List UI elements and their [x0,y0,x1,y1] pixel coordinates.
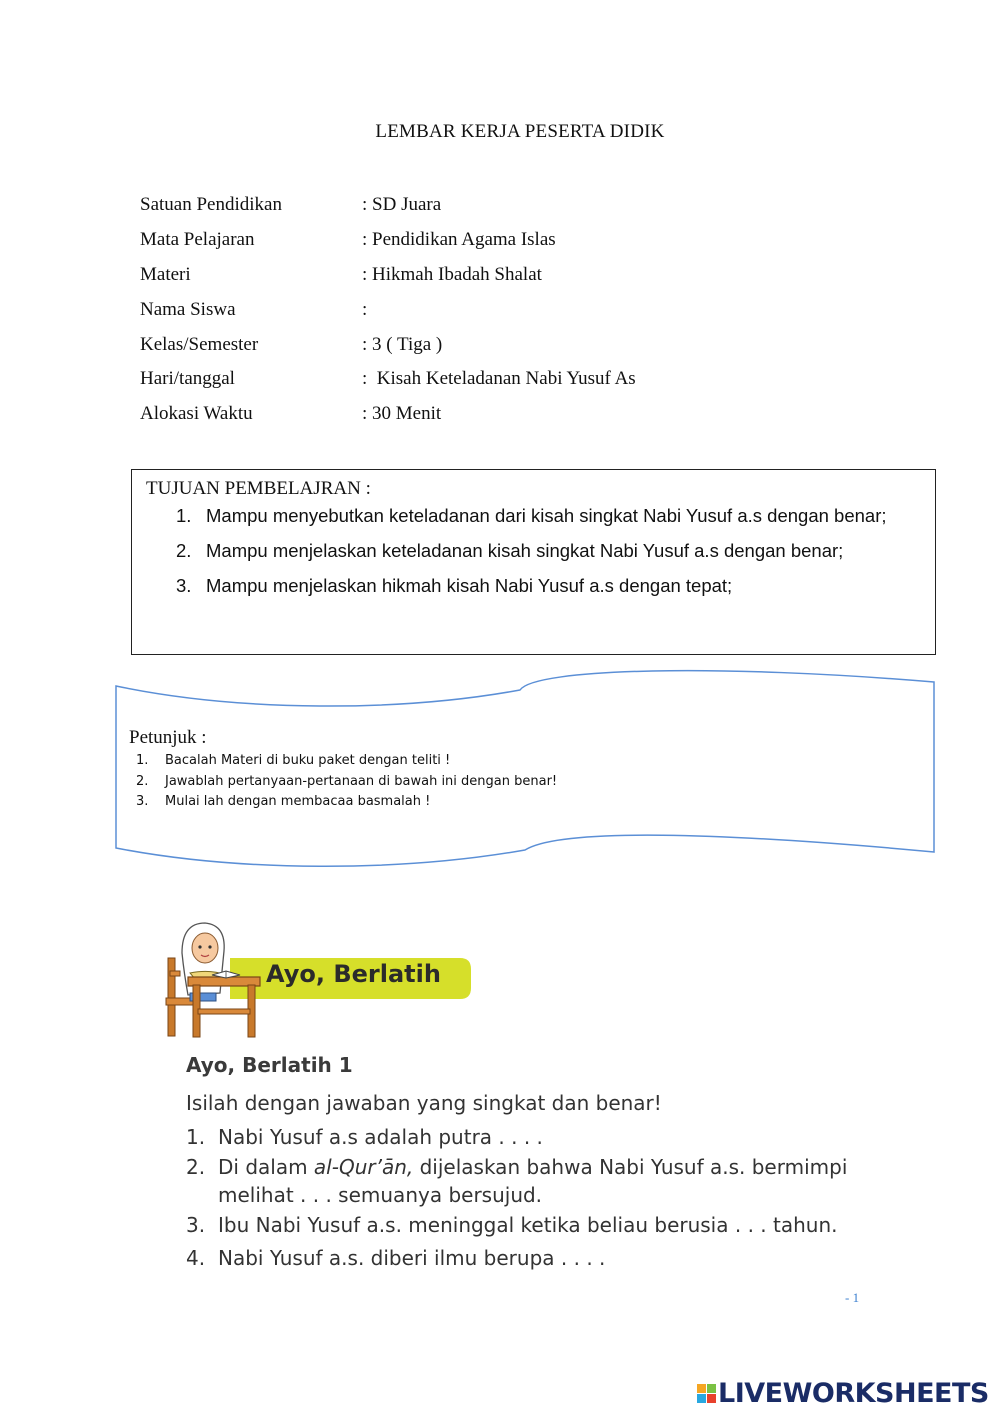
question-item [186,1211,856,1240]
question-text: Nabi Yusuf a.s. diberi ilmu berupa . . . . [218,1246,606,1270]
page-mark: - 1 [845,1290,860,1305]
list-item [136,751,557,772]
list-item [136,772,557,793]
logo-square [697,1384,706,1393]
question-text: Ibu Nabi Yusuf a.s. meninggal ketika beliau berusia . . . tahun. [218,1212,838,1237]
question-number: 1. [186,1125,206,1149]
item-text: Jawablah pertanyaan-pertanaan di bawah ini dengan benar! [165,773,558,789]
info-label: Mata Pelajaran [140,229,255,251]
exercise-instruction: Isilah dengan jawaban yang singkat dan benar! [186,1091,662,1115]
question-text [218,1153,856,1210]
info-label: Nama Siswa [140,298,236,320]
info-value: : Pendidikan Agama Islas [362,229,556,251]
question-item [186,1244,856,1273]
instructions-list [136,751,557,813]
liveworksheets-brand [697,1378,989,1409]
item-number: 2. [176,540,192,561]
question-item [186,1153,856,1210]
item-text: Mampu menjelaskan keteladanan kisah singkat Nabi Yusuf a.s dengan benar; [206,540,844,561]
info-label: Alokasi Waktu [140,403,253,425]
item-text: Mampu menjelaskan hikmah kisah Nabi Yusuf a.s dengan tepat; [206,575,733,596]
question-text-part: dijelaskan bahwa Nabi Yusuf a.s. bermimpi melihat . . . semuanya bersujud. [218,1154,848,1207]
info-value: : [362,298,368,320]
item-number: 3. [176,575,192,596]
page-title: LEMBAR KERJA PESERTA DIDIK [375,121,665,142]
brand-name: LIVEWORKSHEETS [718,1378,989,1409]
logo-square [697,1394,706,1403]
instructions-title: Petunjuk : [129,727,207,748]
question-text-part: Di dalam [218,1154,314,1179]
item-text: Mulai lah dengan membacaa basmalah ! [165,794,431,809]
item-number: 1. [176,505,192,526]
exercise-questions [186,1123,856,1274]
info-value: : 30 Menit [362,403,442,425]
logo-square [707,1394,716,1403]
logo-square [707,1384,716,1393]
info-value: : Kisah Keteladanan Nabi Yusuf As [362,368,636,390]
question-number: 3. [186,1212,206,1237]
question-text: Nabi Yusuf a.s adalah putra . . . . [218,1125,543,1149]
item-number: 1. [136,753,149,768]
exercise-title: Ayo, Berlatih 1 [186,1053,353,1077]
info-label: Satuan Pendidikan [140,194,282,216]
goals-title: TUJUAN PEMBELAJRAN : [146,478,371,499]
item-text: Mampu menyebutkan keteladanan dari kisah singkat Nabi Yusuf a.s dengan benar; [206,505,887,526]
banner-title: Ayo, Berlatih [266,960,441,988]
question-item [186,1123,856,1152]
item-number: 3. [136,794,149,809]
info-label: Materi [140,263,191,285]
list-item [136,792,557,813]
question-text-italic: al-Qur’ān, [313,1154,414,1179]
liveworksheets-logo-icon [697,1384,716,1403]
info-label: Hari/tanggal [140,368,235,390]
item-number: 2. [136,773,149,789]
info-value: : Hikmah Ibadah Shalat [362,263,542,285]
question-number: 4. [186,1246,206,1270]
info-value: : SD Juara [362,194,442,216]
info-label: Kelas/Semester [140,333,259,355]
question-number: 2. [186,1154,206,1179]
item-text: Bacalah Materi di buku paket dengan teliti ! [165,753,451,768]
info-value: : 3 ( Tiga ) [362,333,443,355]
